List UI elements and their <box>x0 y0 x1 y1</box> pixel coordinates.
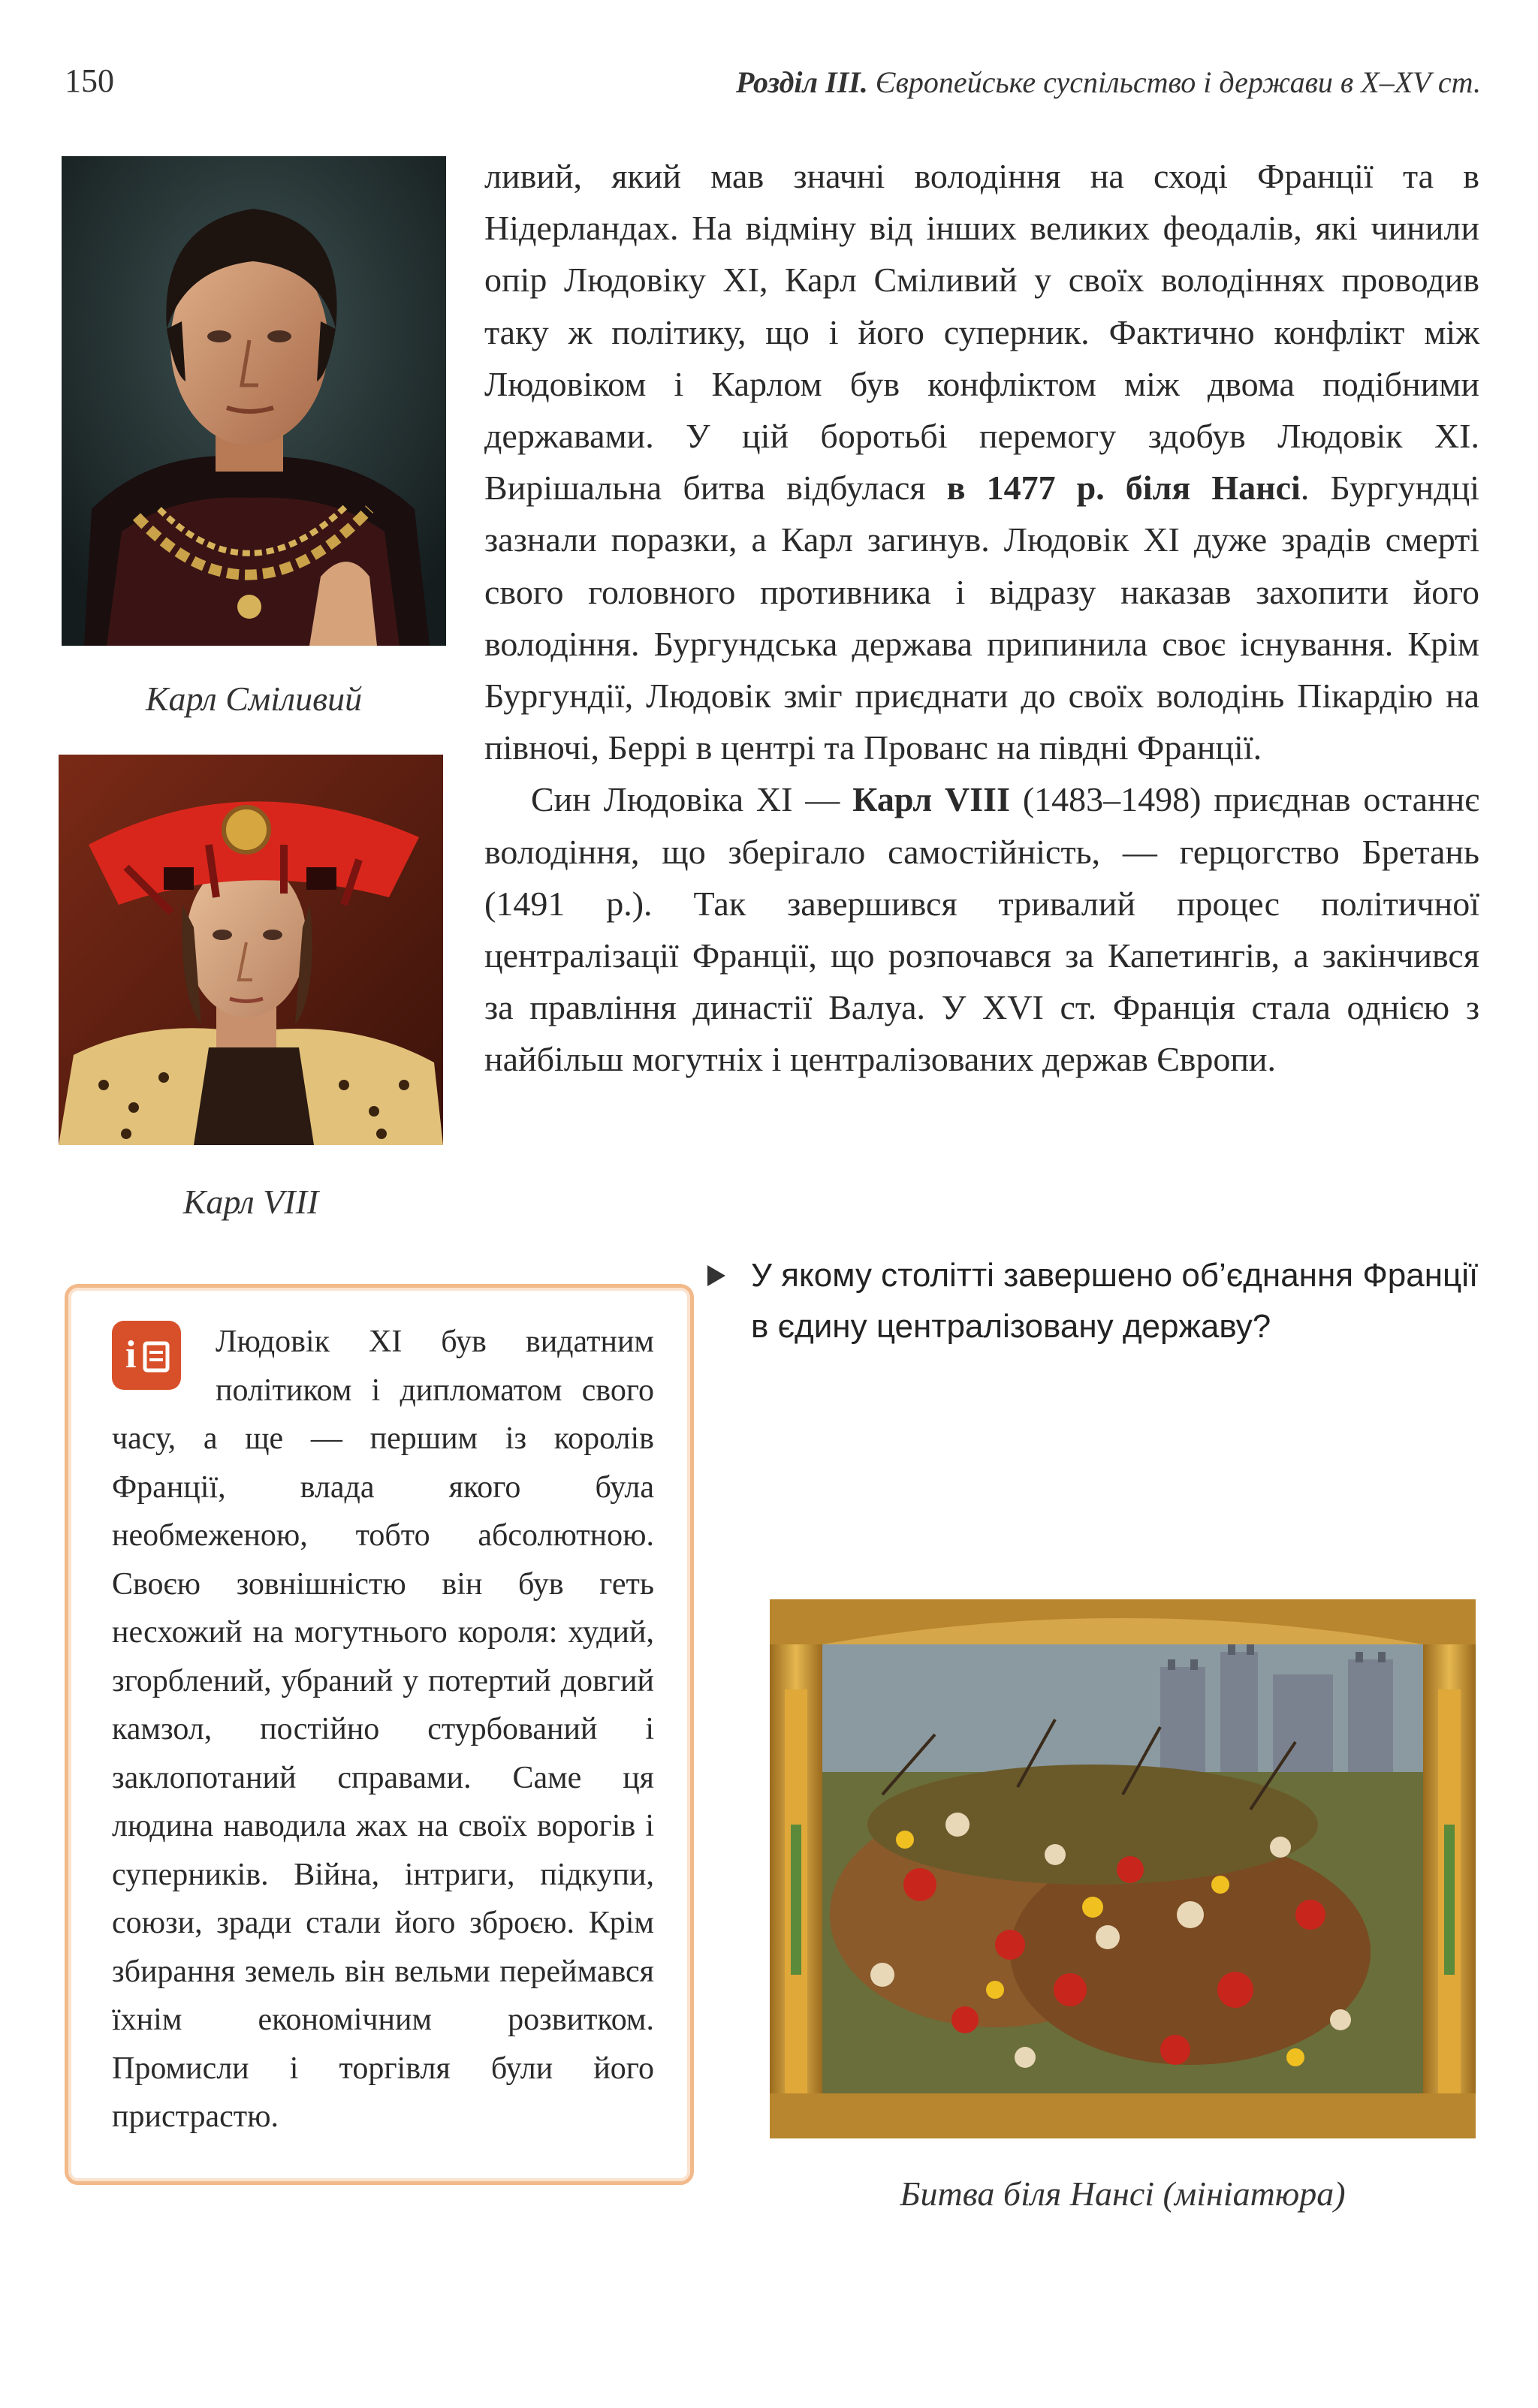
paragraph-1-part-a: ливий, який мав значні володіння на сході Франції та в Нідерландах. На відміну від інших великих феодалів, які чинили опір Людовіку XI, Карл Сміливий у своїх володіннях проводив таку ж політику, що і його суперник. Фактично конфлікт між Людовіком і Карлом був конфліктом між двома подібними державами. У цій боротьбі перемогу здобув Людовік XI. Вирішальна битва відбулася <box>484 157 1479 508</box>
paragraph-2-part-a: Син Людовіка XI — <box>531 780 853 819</box>
info-box-text <box>112 1318 654 2141</box>
paragraph-2-bold: Карл VIII <box>852 780 1010 819</box>
portrait-karl-viii-illustration <box>59 755 443 1145</box>
info-icon-label: i <box>125 1334 137 1376</box>
portrait-karl-viii <box>59 755 443 1145</box>
triangle-bullet-icon <box>707 1265 725 1286</box>
paragraph-1-bold: в 1477 р. біля Нансі <box>946 469 1301 508</box>
battle-of-nancy-miniature <box>770 1599 1476 2138</box>
section-title: Європейське суспільство і держави в Х–XV ст. <box>875 65 1481 99</box>
review-question <box>751 1250 1479 1352</box>
section-label: Розділ III. <box>736 65 868 99</box>
caption-karl-viii: Карл VIII <box>182 1183 319 1221</box>
paragraph-2-part-b: (1483–1498) приєднав останнє володіння, що зберігало самостійність, — герцогство Бретань (1491 р.). Так завершився тривалий процес політичної централізації Франції, що розпочався за Капетингів, а закінчився за правління династії Валуа. У XVI ст. Франція стала однією з найбільш могутніх і централізованих держав Європи. <box>484 780 1479 1079</box>
running-header <box>736 65 1481 100</box>
portrait-karl-the-bold <box>62 156 446 646</box>
page-number: 150 <box>65 62 114 99</box>
battle-miniature-illustration <box>770 1599 1476 2138</box>
main-text <box>484 150 1479 1086</box>
portrait-karl-the-bold-illustration <box>62 156 446 646</box>
paragraph-2 <box>484 773 1479 1085</box>
paragraph-1 <box>484 150 1479 773</box>
review-question-text: У якому столітті завершено об’єднання Франції в єдину централізовану державу? <box>751 1257 1479 1345</box>
info-box <box>65 1284 694 2185</box>
caption-karl-the-bold: Карл Сміливий <box>145 680 363 718</box>
caption-battle-of-nancy: Битва біля Нансі (мініатюра) <box>900 2174 1346 2213</box>
info-box-paragraph: Людовік XI був видатним політиком і дипломатом свого часу, а ще — першим із королів Франції, влада якого була необмеженою, тобто абсолютною. Своєю зовнішністю він був геть несхожий на могутнього короля: худий, згорблений, убраний у потертий довгий камзол, постійно стурбований і заклопотаний справами. Саме ця людина наводила жах на своїх ворогів і суперників. Війна, інтриги, підкупи, союзи, зради стали його зброєю. Крім збирання земель він вельми переймався їхнім економічним розвитком. Промисли і торгівля були його пристрастю. <box>112 1325 654 2134</box>
paragraph-1-part-b: . Бургундці зазнали поразки, а Карл загинув. Людовік XI дуже зрадів смерті свого головного противника і відразу наказав захопити його володіння. Бургундська держава припинила своє існування. Крім Бургундії, Людовік зміг приєднати до своїх володінь Пікардію на півночі, Беррі в центрі та Прованс на півдні Франції. <box>484 469 1479 767</box>
